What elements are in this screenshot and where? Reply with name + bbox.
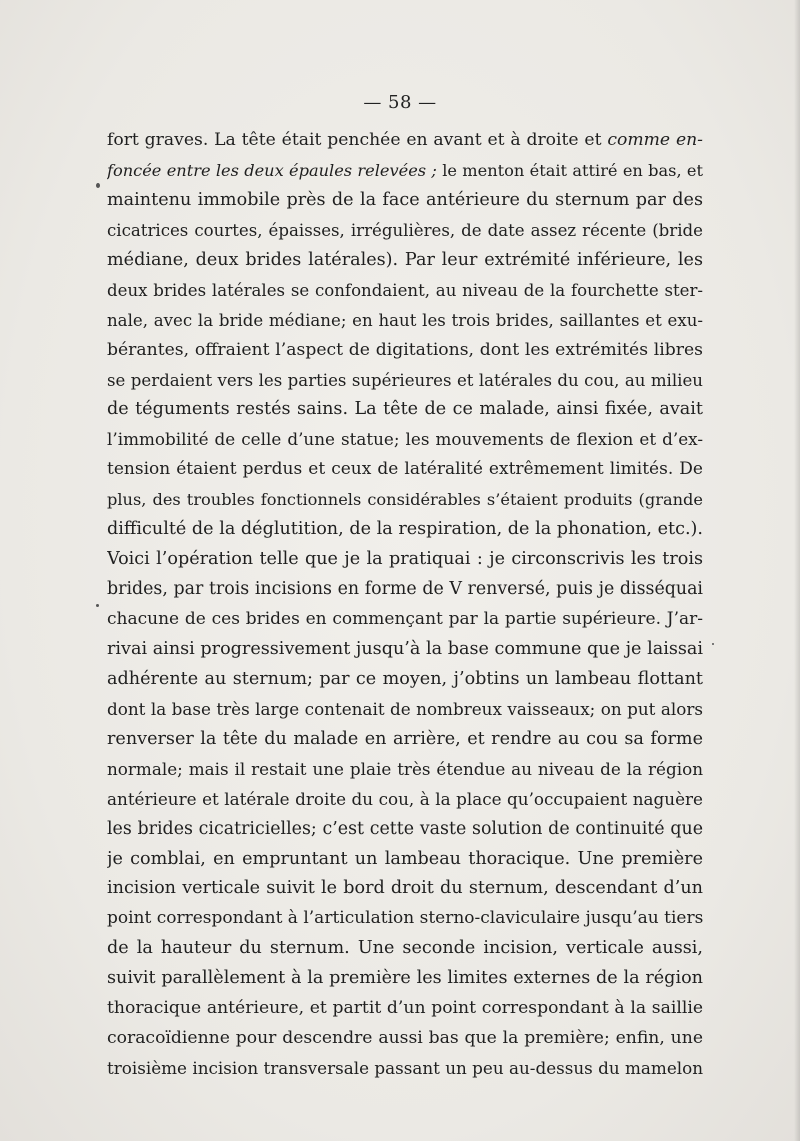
text-line xyxy=(107,725,703,755)
text-run: l’immobilité de celle d’une statue; les mouvements de flexion et d’ex- xyxy=(107,429,703,450)
ink-speck xyxy=(712,643,714,645)
page-number: — 58 — xyxy=(363,92,437,113)
italic-text: foncée entre les deux épaules relevées ; xyxy=(107,160,437,180)
text-line xyxy=(107,575,703,605)
text-line xyxy=(107,785,703,815)
text-run: de téguments restés sains. La tête de ce malade, ainsi fixée, avait xyxy=(107,399,703,420)
text-line xyxy=(107,874,703,904)
text-run: normale; mais il restait une plaie très étendue au niveau de la région xyxy=(107,758,703,779)
text-line xyxy=(107,605,703,635)
text-line xyxy=(107,904,703,934)
text-line xyxy=(107,755,703,785)
text-line xyxy=(107,934,703,964)
text-line xyxy=(107,815,703,845)
text-run: plus, des troubles fonctionnels considérables s’étaient produits (grande xyxy=(107,490,703,510)
text-line xyxy=(107,186,703,216)
text-run: nale, avec la bride médiane; en haut les trois brides, saillantes et exu- xyxy=(107,310,703,330)
text-run: médiane, deux brides latérales). Par leur extrémité inférieure, les xyxy=(107,249,703,270)
text-run: rivai ainsi progressivement jusqu’à la base commune que je laissai xyxy=(107,638,703,659)
text-run: Voici l’opération telle que je la pratiquai : je circonscrivis les trois xyxy=(107,549,703,570)
text-run: suivit parallèlement à la première les limites externes de la région xyxy=(107,968,703,989)
text-line xyxy=(107,425,703,455)
text-run: de la hauteur du sternum. Une seconde incision, verticale aussi, xyxy=(107,938,703,959)
text-line xyxy=(107,1054,703,1084)
text-run: antérieure et latérale droite du cou, à la place qu’occupaient naguère xyxy=(107,788,703,809)
text-run: difficulté de la déglutition, de la respiration, de la phonation, etc.). xyxy=(107,519,703,540)
ink-speck xyxy=(96,604,99,607)
text-line xyxy=(107,845,703,875)
text-line xyxy=(107,994,703,1024)
text-run: incision verticale suivit le bord droit du sternum, descendant d’un xyxy=(107,878,703,899)
text-run: dont la base très large contenait de nombreux vaisseaux; on put alors xyxy=(107,698,703,719)
text-run: le menton était attiré en bas, et xyxy=(436,160,703,180)
text-run: les brides cicatricielles; c’est cette vaste solution de continuité que xyxy=(107,818,703,839)
text-line xyxy=(107,515,703,545)
text-line xyxy=(107,1024,703,1054)
text-run: maintenu immobile près de la face antérieure du sternum par des xyxy=(107,189,703,210)
text-line xyxy=(107,306,703,336)
text-run: deux brides latérales se confondaient, au niveau de la fourchette ster- xyxy=(107,280,703,300)
text-line xyxy=(107,695,703,725)
text-run: coracoïdienne pour descendre aussi bas que la première; enfin, une xyxy=(107,1028,703,1049)
page-edge-shadow xyxy=(794,0,800,1141)
text-line xyxy=(107,455,703,485)
text-run: fort graves. La tête était penchée en avant et à droite et xyxy=(107,130,608,150)
text-line xyxy=(107,545,703,575)
text-line xyxy=(107,126,703,156)
text-run: bérantes, offraient l’aspect de digitations, dont les extrémités libres xyxy=(107,339,703,360)
text-run: chacune de ces brides en commençant par la partie supérieure. J’ar- xyxy=(107,609,703,629)
text-line xyxy=(107,246,703,276)
text-line xyxy=(107,156,703,186)
text-run: cicatrices courtes, épaisses, irrégulières, de date assez récente (bride xyxy=(107,220,703,240)
text-line xyxy=(107,276,703,306)
text-run: adhérente au sternum; par ce moyen, j’obtins un lambeau flottant xyxy=(107,668,703,689)
text-run: point correspondant à l’articulation sterno-claviculaire jusqu’au tiers xyxy=(107,908,703,929)
body-text xyxy=(107,126,703,1084)
text-line xyxy=(107,964,703,994)
text-run: se perdaient vers les parties supérieures et latérales du cou, au milieu xyxy=(107,370,703,390)
text-line xyxy=(107,336,703,366)
text-run: renverser la tête du malade en arrière, et rendre au cou sa forme xyxy=(107,728,703,749)
ink-speck xyxy=(96,183,100,188)
text-run: troisième incision transversale passant un peu au-dessus du mamelon xyxy=(107,1058,703,1079)
text-line xyxy=(107,216,703,246)
text-run: tension étaient perdus et ceux de latéralité extrêmement limités. De xyxy=(107,459,703,480)
text-line xyxy=(107,665,703,695)
text-line xyxy=(107,395,703,425)
italic-text: comme en- xyxy=(607,130,703,150)
text-run: brides, par trois incisions en forme de V renversé, puis je disséquai xyxy=(107,579,703,600)
text-line xyxy=(107,485,703,515)
text-run: thoracique antérieure, et partit d’un point correspondant à la saillie xyxy=(107,998,703,1019)
text-run: je comblai, en empruntant un lambeau thoracique. Une première xyxy=(107,848,703,869)
text-line xyxy=(107,635,703,665)
text-line xyxy=(107,366,703,396)
